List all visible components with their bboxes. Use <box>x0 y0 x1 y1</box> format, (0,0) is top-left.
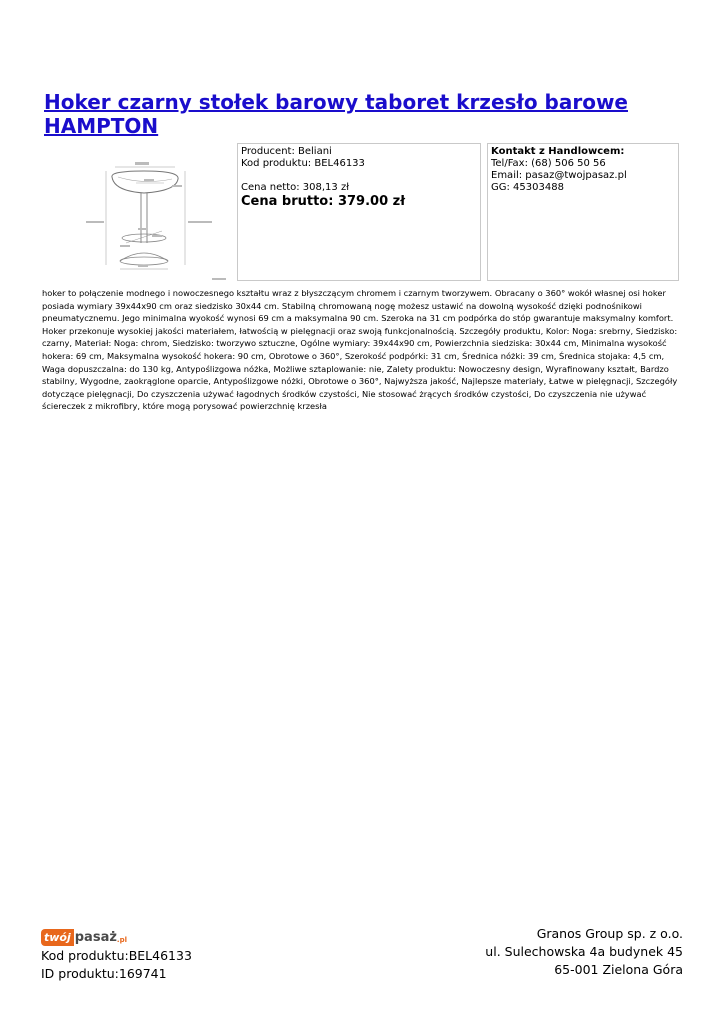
contact-box <box>487 143 679 281</box>
product-info-box <box>237 143 481 281</box>
twojpasaz-logo <box>41 927 127 947</box>
company-name: Granos Group sp. z o.o. <box>536 926 683 941</box>
price-gross: Cena brutto: 379.00 zł <box>241 194 406 209</box>
producer: Producent: Beliani <box>241 146 332 157</box>
company-city: 65-001 Zielona Góra <box>554 962 683 977</box>
product-code: Kod produktu: BEL46133 <box>241 158 365 169</box>
contact-phone: Tel/Fax: (68) 506 50 56 <box>491 158 606 169</box>
footer-company <box>485 925 683 979</box>
logo-part-2: pasaż <box>74 929 117 945</box>
contact-heading: Kontakt z Handlowcem: <box>491 146 625 157</box>
footer-product-code: Kod produktu:BEL46133 <box>41 948 192 963</box>
product-description: hoker to połączenie modnego i nowoczesnego kształtu wraz z błyszczącym chromem i czarnym tworzywem. Obracany o 360° wokół własnej osi hoker posiada wymiary 39x44x90 cm oraz siedzisko 30x44 cm. Stabilną chromowaną nogę możesz ustawić na dowolną wysokość dzięki podnośnikowi pneumatycznemu. Jego minimalna wyokość wynosi 69 cm a maksymalna 90 cm. Szeroka na 31 cm podpórka do stóp gwarantuje maksymalny komfort. Hoker przekonuje wysokiej jakości materiałem, łatwością w pielęgnacji oraz swoją funkcjonalnością. Szczegóły produktu, Kolor: Noga: srebrny, Siedzisko: czarny, Materiał: Noga: chrom, Siedzisko: tworzywo sztuczne, Ogólne wymiary: 39x44x90 cm, Powierzchnia siedziska: 30x44 cm, Minimalna wysokość hokera: 69 cm, Maksymalna wysokość hokera: 90 cm, Obrotowe o 360°, Szerokość podpórki: 31 cm, Średnica nóżki: 39 cm, Średnica stojaka: 4,5 cm, Waga dopuszczalna: do 130 kg, Antypoślizgowa nóżka, Możliwe sztaplowanie: nie, Zalety produktu: Nowoczesny design, Wyrafinowany kształt, Bardzo stabilny, Wygodne, zaokrąglone oparcie, Antypoślizgowe nóżki, Obrotowe o 360°, Najwyższa jakość, Najlepsze materiały, Łatwe w pielęgnacji, Szczegóły dotyczące pielęgnacji, Do czyszczenia używać łagodnych środków czystości, Nie stosować żrących środków czystości, Do czyszczenia nie używać ściereczek z mikrofibry, które mogą porysować powierzchnię krzesła <box>42 288 678 412</box>
contact-email: Email: pasaz@twojpasaz.pl <box>491 170 627 181</box>
logo-part-3: .pl <box>116 936 127 944</box>
logo-part-1: twój <box>41 929 74 946</box>
product-title[interactable]: Hoker czarny stołek barowy taboret krzesło barowe HAMPTON <box>44 90 628 138</box>
contact-gg: GG: 45303488 <box>491 182 564 193</box>
company-address: ul. Sulechowska 4a budynek 45 <box>485 944 683 959</box>
price-net: Cena netto: 308,13 zł <box>241 182 350 193</box>
footer-product-id: ID produktu:169741 <box>41 966 167 981</box>
stool-drawing <box>40 143 235 283</box>
product-image <box>40 143 235 283</box>
footer-product-ids <box>41 947 192 983</box>
